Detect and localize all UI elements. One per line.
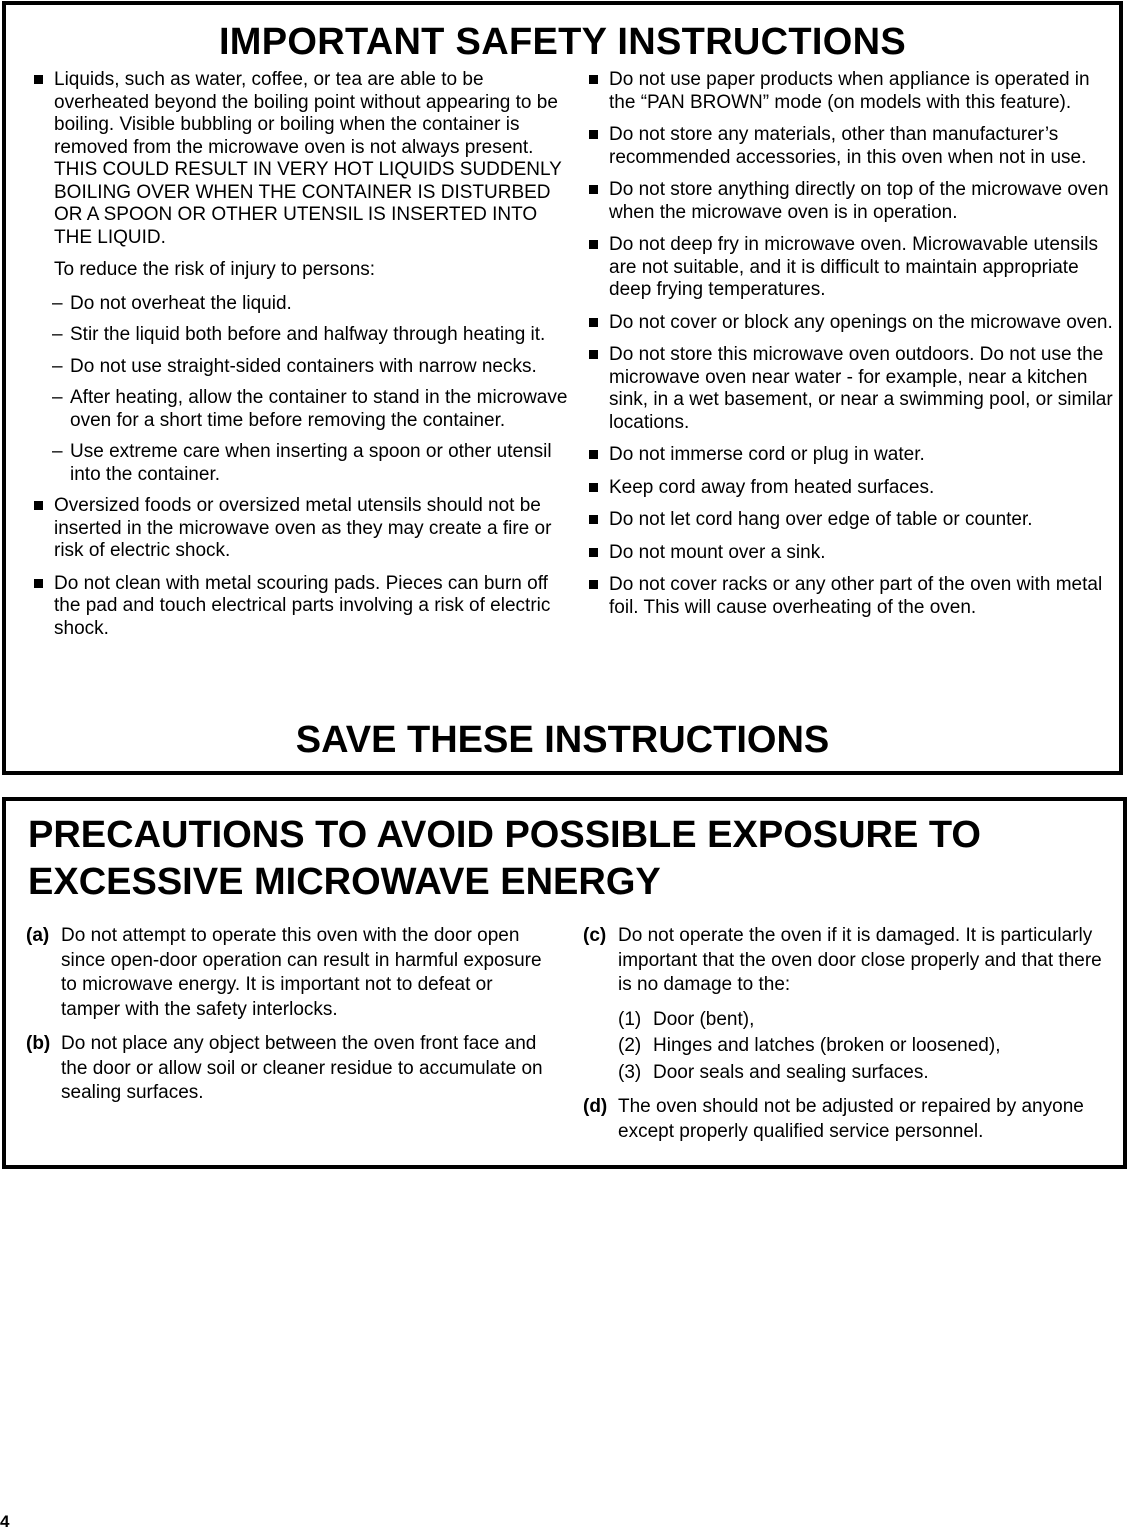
square-bullet-icon [34,501,43,510]
safety-title: IMPORTANT SAFETY INSTRUCTIONS [218,21,907,63]
bullet-item [585,509,1115,532]
square-bullet-icon [589,75,598,84]
precaution-item [583,1095,1103,1144]
precaution-text: Do not attempt to operate this oven with the door open since open-door operation can result in harmful exposure to microwave energy. It is important not to defeat or tamper with the safety interlocks. [61,925,542,1020]
sub-item [583,1034,1103,1059]
precautions-title: PRECAUTIONS TO AVOID POSSIBLE EXPOSURE TO EXCESSIVE MICROWAVE ENERGY [28,814,981,903]
dash-text: Stir the liquid both before and halfway through heating it. [70,324,546,345]
precaution-text: Do not place any object between the oven front face and the door or allow soil or cleaner residue to accumulate on sealing surfaces. [61,1033,543,1103]
sub-item-number: (3) [618,1061,642,1083]
bullet-item [585,312,1115,335]
bullet-text: Do not use paper products when appliance is operated in the “PAN BROWN” mode (on models with this feature). [609,69,1090,113]
reduce-risk-intro: To reduce the risk of injury to persons: [54,259,376,280]
precaution-label: (c) [583,925,607,946]
square-bullet-icon [589,580,598,589]
dash-text: Do not use straight-sided containers with narrow necks. [70,355,537,377]
precaution-item [583,924,1103,998]
dash-mark: – [52,292,63,314]
bullet-text: Do not let cord hang over edge of table or counter. [609,509,1033,530]
bullet-item [585,344,1115,434]
dash-item [30,324,568,347]
square-bullet-icon [589,350,598,359]
save-instructions-heading: SAVE THESE INSTRUCTIONS [295,719,830,761]
dash-text: After heating, allow the container to stand in the microwave oven for a short time before removing the container. [70,387,568,431]
sub-item-text: Door (bent), [653,1008,755,1030]
dash-text: Use extreme care when inserting a spoon or other utensil into the container. [70,441,552,485]
bullet-item [30,69,568,249]
bullet-item [585,234,1115,302]
bullet-item [585,69,1115,114]
bullet-item [585,574,1115,619]
precaution-text: The oven should not be adjusted or repaired by anyone except properly qualified service personnel. [618,1096,1084,1142]
bullet-text: Liquids, such as water, coffee, or tea are able to be overheated beyond the boiling point without appearing to be boiling. Visible bubbling or boiling when the container is removed from the microwave oven is not always present. THIS COULD RESULT IN VERY HOT LIQUIDS SUDDENLY BOILING OVER WHEN THE CONTAINER IS DISTURBED OR A SPOON OR OTHER UTENSIL IS INSERTED INTO THE LIQUID. [54,69,562,248]
bullet-text: Do not clean with metal scouring pads. Pieces can burn off the pad and touch electrical parts involving a risk of electric shock. [54,572,551,639]
bullet-text: Do not cover racks or any other part of the oven with metal foil. This will cause overheating of the oven. [609,574,1103,618]
square-bullet-icon [589,318,598,327]
sub-item-text: Door seals and sealing surfaces. [653,1061,929,1083]
bullet-item [585,477,1115,500]
square-bullet-icon [589,240,598,249]
bullet-item [585,542,1115,565]
precaution-label: (b) [26,1033,51,1054]
square-bullet-icon [34,75,43,84]
damage-sublist [583,1008,1103,1086]
precaution-item [26,924,556,1022]
bullet-item [30,573,568,641]
precaution-label: (a) [26,925,50,946]
bullet-text: Do not store this microwave oven outdoors. Do not use the microwave oven near water - for example, near a kitchen sink, in a wet basement, or near a swimming pool, or similar locations. [609,344,1113,433]
square-bullet-icon [589,450,598,459]
square-bullet-icon [589,130,598,139]
sub-item-number: (2) [618,1035,642,1056]
bullet-text: Keep cord away from heated surfaces. [609,476,935,498]
dash-text: Do not overheat the liquid. [70,292,292,314]
precaution-label: (d) [583,1096,608,1117]
square-bullet-icon [34,579,43,588]
sub-item [583,1061,1103,1086]
bullet-item [585,124,1115,169]
bullet-text: Do not store anything directly on top of the microwave oven when the microwave oven is in operation. [609,179,1109,223]
bullet-text: Do not cover or block any openings on the microwave oven. [609,311,1113,333]
precautions-right-column [583,924,1103,1154]
dash-item [30,356,568,379]
safety-instructions-box [2,1,1123,775]
dash-mark: – [52,387,63,408]
bullet-text: Do not mount over a sink. [609,541,826,563]
dash-mark: – [52,324,63,345]
dash-item [30,293,568,316]
precaution-text: Do not operate the oven if it is damaged. It is particularly important that the oven door close properly and that there is no damage to the: [618,925,1102,995]
bullet-item [30,495,568,563]
dash-item [30,441,568,486]
square-bullet-icon [589,185,598,194]
sub-item [583,1008,1103,1033]
bullet-item [585,179,1115,224]
bullet-text: Do not immerse cord or plug in water. [609,444,925,465]
bullet-item [585,444,1115,467]
page-number: 4 [0,1512,10,1531]
precautions-left-column [26,924,556,1116]
square-bullet-icon [589,483,598,492]
sub-item-number: (1) [618,1008,642,1030]
bullet-text: Do not deep fry in microwave oven. Microwavable utensils are not suitable, and it is difficult to maintain appropriate deep frying temperatures. [609,234,1098,300]
safety-right-column [585,69,1115,629]
square-bullet-icon [589,515,598,524]
dash-item [30,387,568,432]
bullet-text: Oversized foods or oversized metal utensils should not be inserted in the microwave oven as they may create a fire or risk of electric shock. [54,495,552,561]
dash-mark: – [52,441,63,462]
bullet-text: Do not store any materials, other than manufacturer’s recommended accessories, in this oven when not in use. [609,124,1087,168]
square-bullet-icon [589,548,598,557]
safety-left-column [30,69,568,650]
dash-mark: – [52,355,63,377]
sub-item-text: Hinges and latches (broken or loosened), [653,1035,1001,1056]
precaution-item [26,1032,556,1106]
